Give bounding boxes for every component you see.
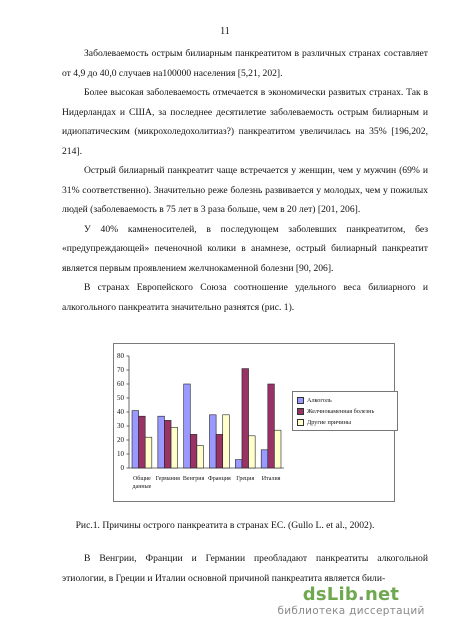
y-tick-label: 70: [117, 366, 124, 375]
bar-other: [171, 427, 178, 468]
legend-item-other: [297, 417, 393, 428]
watermark-subtitle: библиотека диссертаций: [277, 605, 425, 617]
watermark-logo-main: dsLib: [302, 584, 358, 605]
bar-gallstone: [139, 416, 146, 468]
paragraph-developed-countries: Более высокая заболеваемость отмечается в экономически развитых странах. Так в Нидерландах и США, за последнее десятилетие заболеваемость острым билиарным и идиопатическим (микрохоледохолитиаз?) панкреатитом увеличилась на 35% [196,202, 214].: [62, 87, 428, 157]
bar-other: [197, 446, 204, 468]
watermark-logo-tld: net: [364, 584, 400, 605]
x-category-label: Франция: [208, 476, 231, 482]
y-tick-label: 40: [117, 408, 124, 417]
paragraph-eu-ratio: В странах Европейского Союза соотношение удельного веса билиарного и алкогольного панкреатита значительно разнятся (рис. 1).: [62, 282, 428, 313]
x-category-label: Венгрия: [182, 476, 205, 482]
bar-gallstone: [190, 434, 197, 468]
x-category-label: данные: [132, 484, 152, 490]
bar-gallstone: [242, 369, 249, 468]
bar-other: [249, 436, 256, 468]
bar-alcohol: [132, 411, 139, 468]
x-category-label: Италия: [261, 476, 281, 482]
chart-legend: [292, 391, 398, 431]
y-tick-label: 30: [117, 422, 124, 431]
legend-item-alcohol: [297, 395, 393, 406]
y-tick-label: 60: [117, 380, 124, 389]
bar-other: [223, 415, 230, 468]
legend-label-other: Другие причины: [307, 419, 352, 426]
bar-gallstone: [268, 384, 275, 468]
y-tick-label: 0: [120, 464, 124, 473]
dslib-watermark: [258, 586, 444, 617]
legend-swatch-alcohol: [297, 397, 304, 404]
legend-item-gallstone: [297, 406, 393, 417]
bar-gallstone: [216, 434, 223, 468]
watermark-logo-dot: .: [357, 584, 365, 605]
paragraph-stone-carriers: У 40% камненосителей, в последующем заболевших панкреатитом, без «предупреждающей» печеночной колики в анамнезе, острый билиарный панкреатит является первым проявлением желчнокаменной болезни [90, 206].: [62, 223, 428, 274]
bar-alcohol: [210, 415, 217, 468]
bar-gallstone: [164, 420, 171, 468]
x-category-label: Германия: [155, 476, 180, 482]
y-tick-label: 20: [117, 436, 124, 445]
x-category-label: Общие: [132, 476, 151, 482]
watermark-logo: [258, 586, 444, 604]
paragraph-etiology: В Венгрии, Франции и Германии преобладают панкреатиты алкогольной этиологии, в Греции и Италии основной причиной панкреатита является били-: [62, 553, 428, 584]
bar-alcohol: [261, 450, 268, 468]
y-tick-label: 80: [117, 352, 124, 361]
bar-alcohol: [235, 460, 242, 468]
page-number: 11: [220, 26, 230, 37]
y-axis-ticks: [117, 352, 129, 472]
bar-alcohol: [158, 416, 165, 468]
legend-swatch-other: [297, 419, 304, 426]
bar-series: [132, 369, 281, 468]
paragraph-incidence: Заболеваемость острым билиарным панкреатитом в различных странах составляет от 4,9 до 40,0 случаев на100000 населения [5,21, 202].: [62, 48, 428, 79]
body-text-top: [62, 44, 428, 317]
figure-caption: Рис.1. Причины острого панкреатита в странах ЕС. (Gullo L. et al., 2002).: [75, 520, 375, 531]
body-text-bottom: [62, 549, 428, 588]
legend-label-alcohol: Алкоголь: [307, 397, 332, 404]
y-tick-label: 10: [117, 450, 124, 459]
bar-alcohol: [184, 384, 191, 468]
y-tick-label: 50: [117, 394, 124, 403]
bar-other: [274, 430, 281, 468]
legend-label-gallstone: Желчнокаменная болезнь: [307, 408, 375, 415]
bar-chart: [113, 343, 395, 502]
x-axis-labels: [132, 475, 280, 490]
x-category-label: Греция: [236, 476, 255, 482]
paragraph-gender-age: Острый билиарный панкреатит чаще встречается у женщин, чем у мужчин (69% и 31% соответственно). Значительно реже болезнь развивается у молодых, чем у пожилых людей (заболеваемость в 75 лет в 3 раза больше, чем в 20 лет) [201, 206].: [62, 165, 428, 215]
bar-other: [145, 437, 152, 468]
legend-swatch-gallstone: [297, 408, 304, 415]
